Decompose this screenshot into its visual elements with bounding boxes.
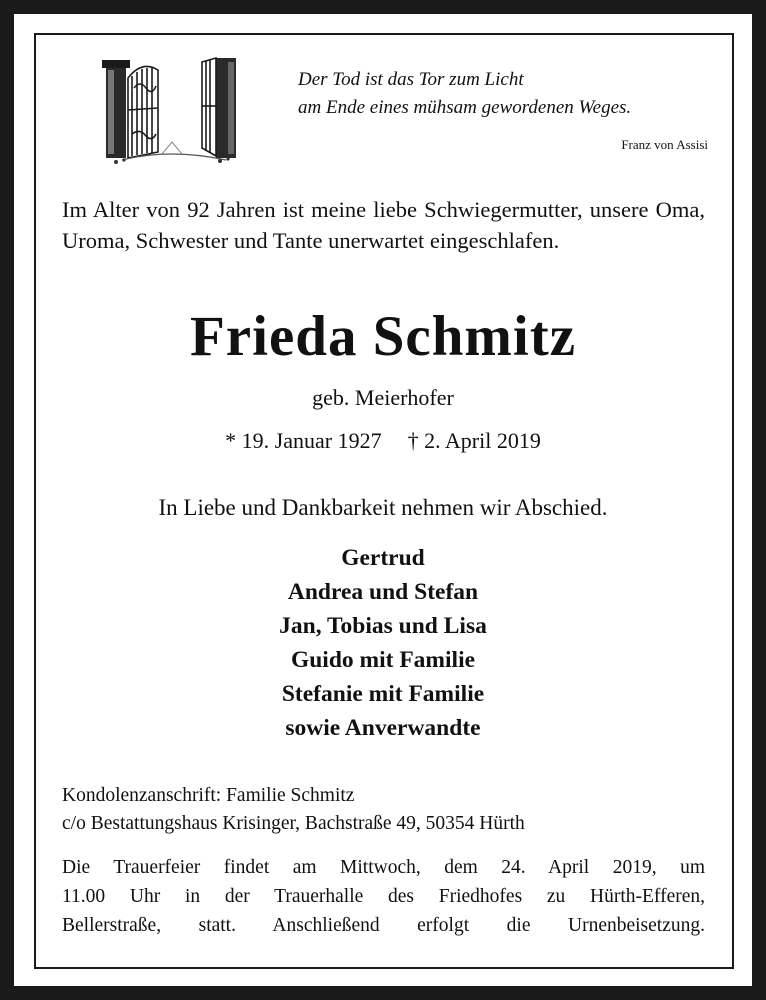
mourner: Jan, Tobias und Lisa	[279, 613, 487, 639]
birth-name: geb. Meierhofer	[312, 385, 454, 410]
mourner: Guido mit Familie	[290, 647, 476, 673]
quote-author: Franz von Assisi	[621, 137, 708, 152]
farewell-text: In Liebe und Dankbarkeit nehmen wir Abschied.	[158, 495, 608, 520]
mourners-list	[0, 541, 766, 745]
funeral-service-info	[62, 853, 705, 940]
quote-line-2: am Ende eines mühsam gewordenen Weges.	[298, 97, 632, 118]
mourner: Andrea und Stefan	[287, 579, 479, 605]
mourner: Gertrud	[341, 545, 425, 571]
quote	[298, 66, 718, 122]
death-date: † 2. April 2019	[407, 428, 541, 453]
condolence-address	[62, 782, 525, 838]
mourner: Stefanie mit Familie	[281, 681, 485, 707]
quote-line-1: Der Tod ist das Tor zum Licht	[298, 69, 524, 90]
service-line-3: Bellerstraße, statt. Anschließend erfolgt die Urnenbeisetzung.	[62, 915, 705, 936]
birth-date: * 19. Januar 1927	[225, 428, 382, 453]
life-dates	[0, 428, 766, 454]
mourner: sowie Anverwandte	[285, 715, 481, 741]
service-line-1: Die Trauerfeier findet am Mittwoch, dem 24. April 2019, um	[62, 857, 705, 878]
service-line-2: 11.00 Uhr in der Trauerhalle des Friedhofes zu Hürth-Efferen,	[62, 886, 705, 907]
deceased-name: Frieda Schmitz	[189, 305, 576, 368]
open-gate-illustration	[102, 48, 238, 166]
condolence-line-2: c/o Bestattungshaus Krisinger, Bachstraße 49, 50354 Hürth	[62, 813, 525, 834]
condolence-line-1: Kondolenzanschrift: Familie Schmitz	[62, 785, 355, 806]
intro-text: Im Alter von 92 Jahren ist meine liebe Schwiegermutter, unsere Oma, Uroma, Schwester und Tante unerwartet eingeschlafen.	[62, 197, 705, 253]
